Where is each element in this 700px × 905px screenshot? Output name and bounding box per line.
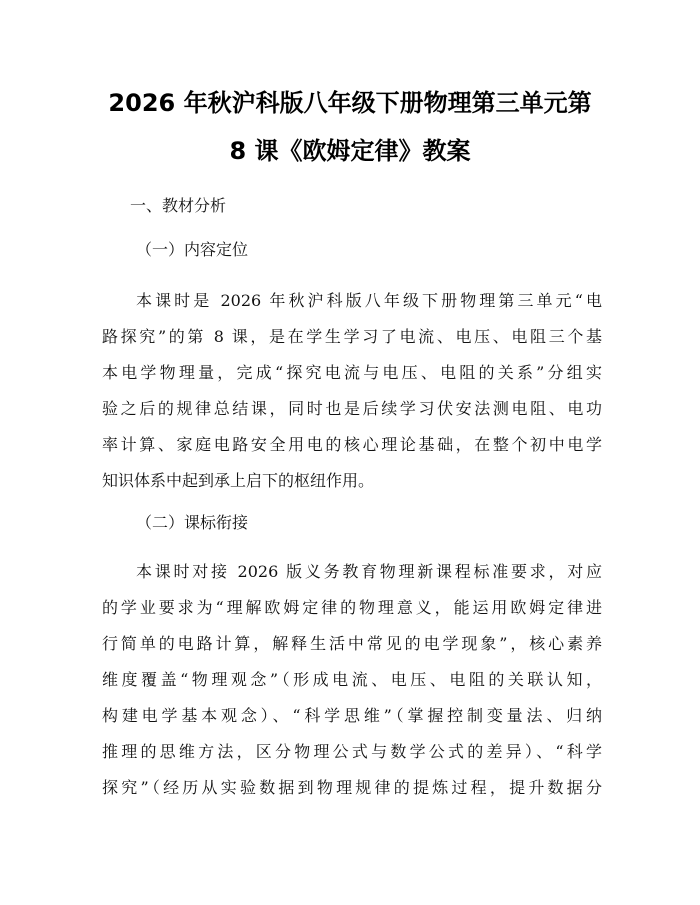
paragraph-line: 路探究”的第 8 课，是在学生学习了电流、电压、电阻三个基 [102, 327, 602, 346]
paragraph-line: 行简单的电路计算，解释生活中常见的电学现象”，核心素养 [102, 634, 602, 653]
paragraph-line: 本课时对接 2026 版义务教育物理新课程标准要求，对应 [136, 562, 602, 581]
paragraph-content-positioning [102, 283, 602, 499]
paragraph-line: 验之后的规律总结课，同时也是后续学习伏安法测电阻、电功 [102, 399, 602, 418]
paragraph-line: 本电学物理量，完成“探究电流与电压、电阻的关系”分组实 [102, 363, 602, 382]
paragraph-line: 探究”（经历从实验数据到物理规律的提炼过程，提升数据分 [102, 778, 602, 797]
document-title-line-1: 2026 年秋沪科版八年级下册物理第三单元第 [108, 89, 592, 117]
paragraph-line: 本课时是 2026 年秋沪科版八年级下册物理第三单元“电 [136, 291, 602, 310]
document-title-line-2: 8 课《欧姆定律》教案 [229, 137, 471, 165]
subsection-heading-content-positioning: （一）内容定位 [136, 240, 249, 259]
paragraph-line: 的学业要求为“理解欧姆定律的物理意义，能运用欧姆定律进 [102, 598, 602, 617]
paragraph-curriculum-alignment [102, 554, 602, 806]
section-heading-textbook-analysis: 一、教材分析 [130, 196, 227, 215]
paragraph-line: 知识体系中起到承上启下的枢纽作用。 [102, 471, 375, 490]
paragraph-line: 率计算、家庭电路安全用电的核心理论基础，在整个初中电学 [102, 435, 602, 454]
subsection-heading-curriculum-alignment: （二）课标衔接 [136, 513, 249, 532]
paragraph-line: 维度覆盖“物理观念”（形成电流、电压、电阻的关联认知， [102, 670, 602, 689]
paragraph-line: 推理的思维方法，区分物理公式与数学公式的差异）、“科学 [102, 742, 602, 761]
paragraph-line: 构建电学基本观念）、“科学思维”（掌握控制变量法、归纳 [102, 706, 602, 725]
